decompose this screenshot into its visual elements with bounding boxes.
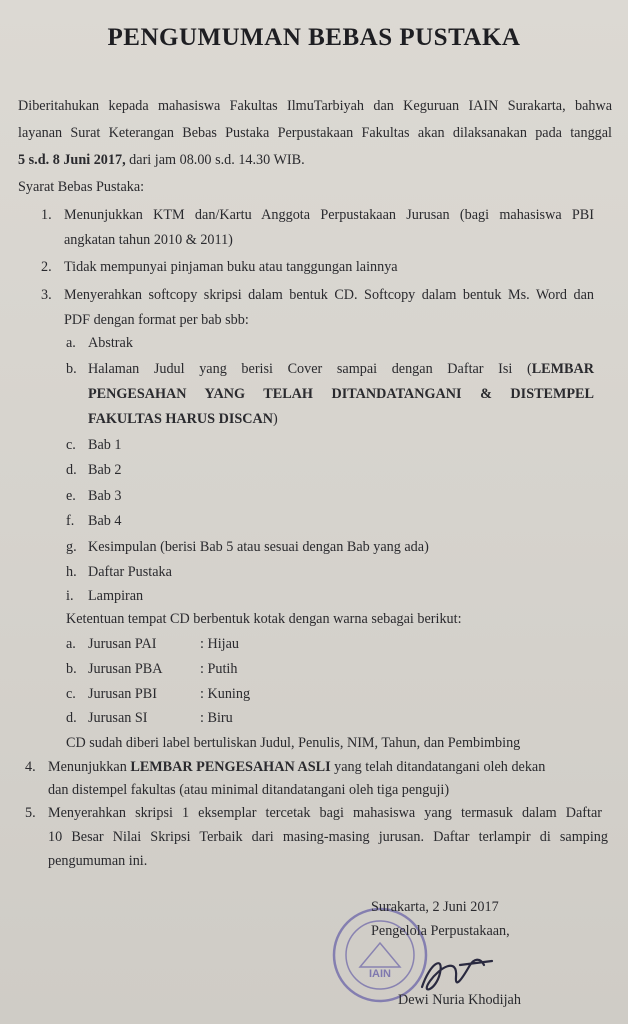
- stamp-inner-text: IAIN: [369, 968, 391, 980]
- sub-item-b-line-1: [88, 359, 594, 379]
- requirements-heading: Syarat Bebas Pustaka:: [18, 179, 145, 195]
- sub-letter: e.: [66, 488, 76, 504]
- color-letter: c.: [66, 686, 76, 702]
- sub-item-text: Abstrak: [88, 335, 133, 351]
- sub-item-b-bold-2: PENGESAHAN YANG TELAH DITANDATANGANI & DISTEMPEL: [88, 386, 594, 402]
- color-letter: a.: [66, 636, 76, 652]
- color-value: : Kuning: [200, 686, 251, 702]
- item-4-line-1: [48, 757, 545, 777]
- item-3-line-2: PDF dengan format per bab sbb:: [64, 312, 249, 328]
- sub-item-b-text: Halaman Judul yang berisi Cover sampai dengan Daftar Isi (: [88, 361, 532, 377]
- sub-letter: g.: [66, 539, 77, 555]
- color-dept: Jurusan PBA: [88, 661, 163, 677]
- item-number: 1.: [41, 207, 52, 223]
- intro-dates: 5 s.d. 8 Juni 2017,: [18, 152, 126, 168]
- color-value: : Hijau: [200, 636, 240, 652]
- item-number: 4.: [25, 759, 36, 775]
- color-value: : Putih: [200, 661, 238, 677]
- item-1-line-2: angkatan tahun 2010 & 2011): [64, 232, 233, 248]
- color-letter: b.: [66, 661, 77, 677]
- color-dept: Jurusan SI: [88, 710, 148, 726]
- item-number: 5.: [25, 805, 36, 821]
- intro-line-2: layanan Surat Keterangan Bebas Pustaka Perpustakaan Fakultas akan dilaksanakan pada tanggal: [18, 125, 612, 141]
- signature-name: Dewi Nuria Khodijah: [398, 992, 521, 1008]
- item-1-line-1: Menunjukkan KTM dan/Kartu Anggota Perpustakaan Jurusan (bagi mahasiswa PBI: [64, 207, 594, 223]
- page-title: PENGUMUMAN BEBAS PUSTAKA: [107, 24, 521, 51]
- sub-letter: b.: [66, 361, 77, 377]
- sub-item-text: Bab 4: [88, 513, 122, 529]
- sub-letter: a.: [66, 335, 76, 351]
- sub-letter: h.: [66, 564, 77, 580]
- intro-time: dari jam 08.00 s.d. 14.30 WIB.: [125, 152, 305, 168]
- sub-item-b-bold-1: LEMBAR: [531, 361, 594, 377]
- sub-item-text: Kesimpulan (berisi Bab 5 atau sesuai dengan Bab yang ada): [88, 539, 429, 555]
- item-5-line-1: Menyerahkan skripsi 1 eksemplar tercetak bagi mahasiswa yang termasuk dalam Daftar: [48, 805, 602, 821]
- sub-item-b-bold-3: FAKULTAS HARUS DISCAN: [88, 411, 273, 427]
- intro-line-1: Diberitahukan kepada mahasiswa Fakultas IlmuTarbiyah dan Keguruan IAIN Surakarta, bahwa: [18, 98, 612, 114]
- item-5-line-2: 10 Besar Nilai Skripsi Terbaik dari masing-masing jurusan. Daftar terlampir di samping: [48, 829, 608, 845]
- sub-item-b-line-3: [88, 409, 278, 429]
- cd-color-heading: Ketentuan tempat CD berbentuk kotak dengan warna sebagai berikut:: [66, 611, 462, 627]
- intro-line-3: [18, 150, 305, 170]
- signature-place-date: Surakarta, 2 Juni 2017: [371, 899, 499, 915]
- sub-letter: f.: [66, 513, 75, 529]
- sub-item-text: Bab 1: [88, 437, 122, 453]
- item-4-post: yang telah ditandatangani oleh dekan: [330, 759, 546, 775]
- item-3-line-1: Menyerahkan softcopy skripsi dalam bentuk CD. Softcopy dalam bentuk Ms. Word dan: [64, 287, 594, 303]
- cd-label-note: CD sudah diberi label bertuliskan Judul, Penulis, NIM, Tahun, dan Pembimbing: [66, 735, 521, 751]
- item-4-bold: LEMBAR PENGESAHAN ASLI: [130, 759, 331, 775]
- sub-item-b-tail: ): [273, 411, 278, 427]
- sub-letter: d.: [66, 462, 77, 478]
- item-4-pre: Menunjukkan: [48, 759, 131, 775]
- sub-item-text: Bab 3: [88, 488, 122, 504]
- signature-role: Pengelola Perpustakaan,: [371, 923, 510, 939]
- color-value: : Biru: [200, 710, 233, 726]
- sub-item-text: Daftar Pustaka: [88, 564, 172, 580]
- color-dept: Jurusan PAI: [88, 636, 157, 652]
- sub-letter: c.: [66, 437, 76, 453]
- item-5-line-3: pengumuman ini.: [48, 853, 148, 869]
- sub-letter: i.: [66, 588, 74, 604]
- sub-item-text: Lampiran: [88, 588, 144, 604]
- item-number: 3.: [41, 287, 52, 303]
- item-4-line-2: dan distempel fakultas (atau minimal ditandatangani oleh tiga penguji): [48, 782, 450, 798]
- sub-item-text: Bab 2: [88, 462, 122, 478]
- color-dept: Jurusan PBI: [88, 686, 157, 702]
- color-letter: d.: [66, 710, 77, 726]
- item-number: 2.: [41, 259, 52, 275]
- item-2-text: Tidak mempunyai pinjaman buku atau tanggungan lainnya: [64, 259, 398, 275]
